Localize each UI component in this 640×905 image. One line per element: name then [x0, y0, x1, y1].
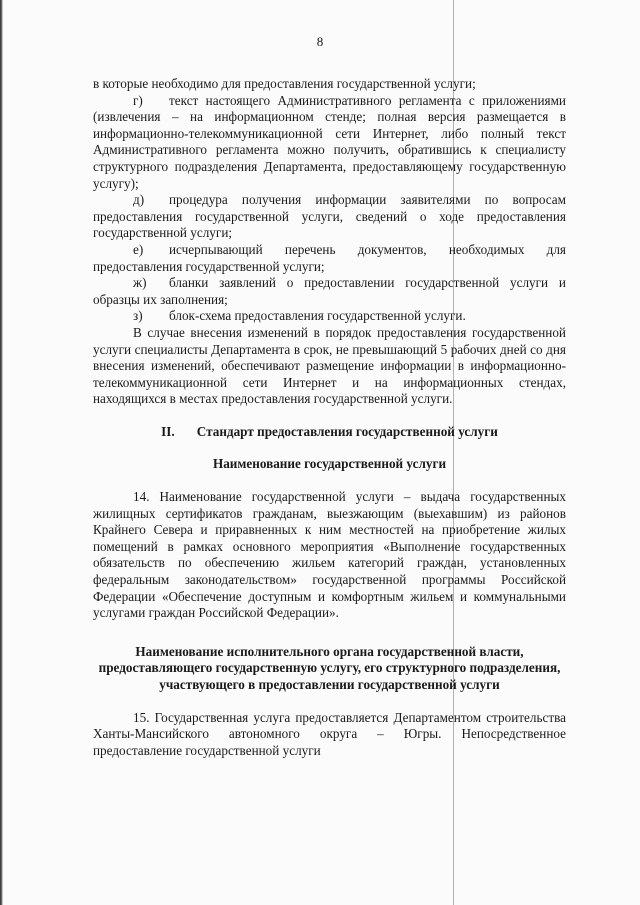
paragraph-continuation: в которые необходимо для предоставления государственной услуги;	[93, 76, 476, 91]
subsection-heading-service-name: Наименование государственной услуги	[212, 456, 447, 472]
section-heading	[93, 424, 566, 441]
list-marker: е)	[133, 241, 144, 257]
scan-edge	[0, 0, 3, 905]
list-marker: д)	[133, 192, 145, 208]
list-item-e	[93, 242, 566, 275]
list-item-text: процедура получения информации заявителями по вопросам предоставления государственной услуги, сведений о ходе предоставления государственной услуги;	[93, 192, 566, 241]
section-number: II.	[161, 423, 175, 439]
list-item-zh	[93, 275, 566, 308]
subsection-heading-authority: Наименование исполнительного органа государственной власти, предоставляющего государственную услугу, его структурного подразделения, участвующего в предоставлении государственной услуги	[98, 643, 561, 692]
list-item-text: блок-схема предоставления государственной услуги.	[169, 308, 466, 324]
document-body	[93, 76, 566, 759]
paragraph-changes: В случае внесения изменений в порядок предоставления государственной услуги специалисты Департамента в срок, не превышающий 5 рабочих дней со дня внесения изменений, обеспечивают размещение информации в информационно-телекоммуникационной сети Интернет и на информационных стендах, находящихся в местах предоставления государственной услуги.	[93, 324, 566, 407]
list-item-g	[93, 93, 566, 193]
paragraph-14: 14. Наименование государственной услуги – выдача государственных жилищных сертификатов гражданам, выезжающим (выехавшим) из районов Крайнего Севера и приравненных к ним местностей на приобретение жилых помещений в рамках основного мероприятия «Выполнение государственных обязательств по обеспечению жильем категорий граждан, установленных федеральным законодательством» государственной программы Российской Федерации «Обеспечение доступным и комфортным жильем и коммунальными услугами граждан Российской Федерации».	[93, 489, 566, 621]
list-item-text: исчерпывающий перечень документов, необходимых для предоставления государственной услуги;	[93, 241, 566, 274]
paragraph-15: 15. Государственная услуга предоставляется Департаментом строительства Ханты-Мансийского автономного округа – Югры. Непосредственное предоставление государственной услуги	[93, 709, 566, 758]
list-marker: з)	[133, 308, 143, 324]
page-number: 8	[316, 34, 324, 49]
list-item-d	[93, 192, 566, 242]
list-item-z	[93, 308, 566, 325]
section-title: Стандарт предоставления государственной услуги	[196, 423, 498, 439]
list-marker: г)	[133, 92, 143, 108]
list-item-text: текст настоящего Административного регламента с приложениями (извлечения – на информационном стенде; полная версия размещается в информационно-телекоммуникационной сети Интернет, либо полный текст Административного регламента можно получить, обратившись к специалисту структурного подразделения Департамента, предоставляющему государственную услугу);	[93, 92, 566, 191]
list-item-text: бланки заявлений о предоставлении государственной услуги и образцы их заполнения;	[93, 275, 566, 307]
list-marker: ж)	[133, 275, 147, 291]
